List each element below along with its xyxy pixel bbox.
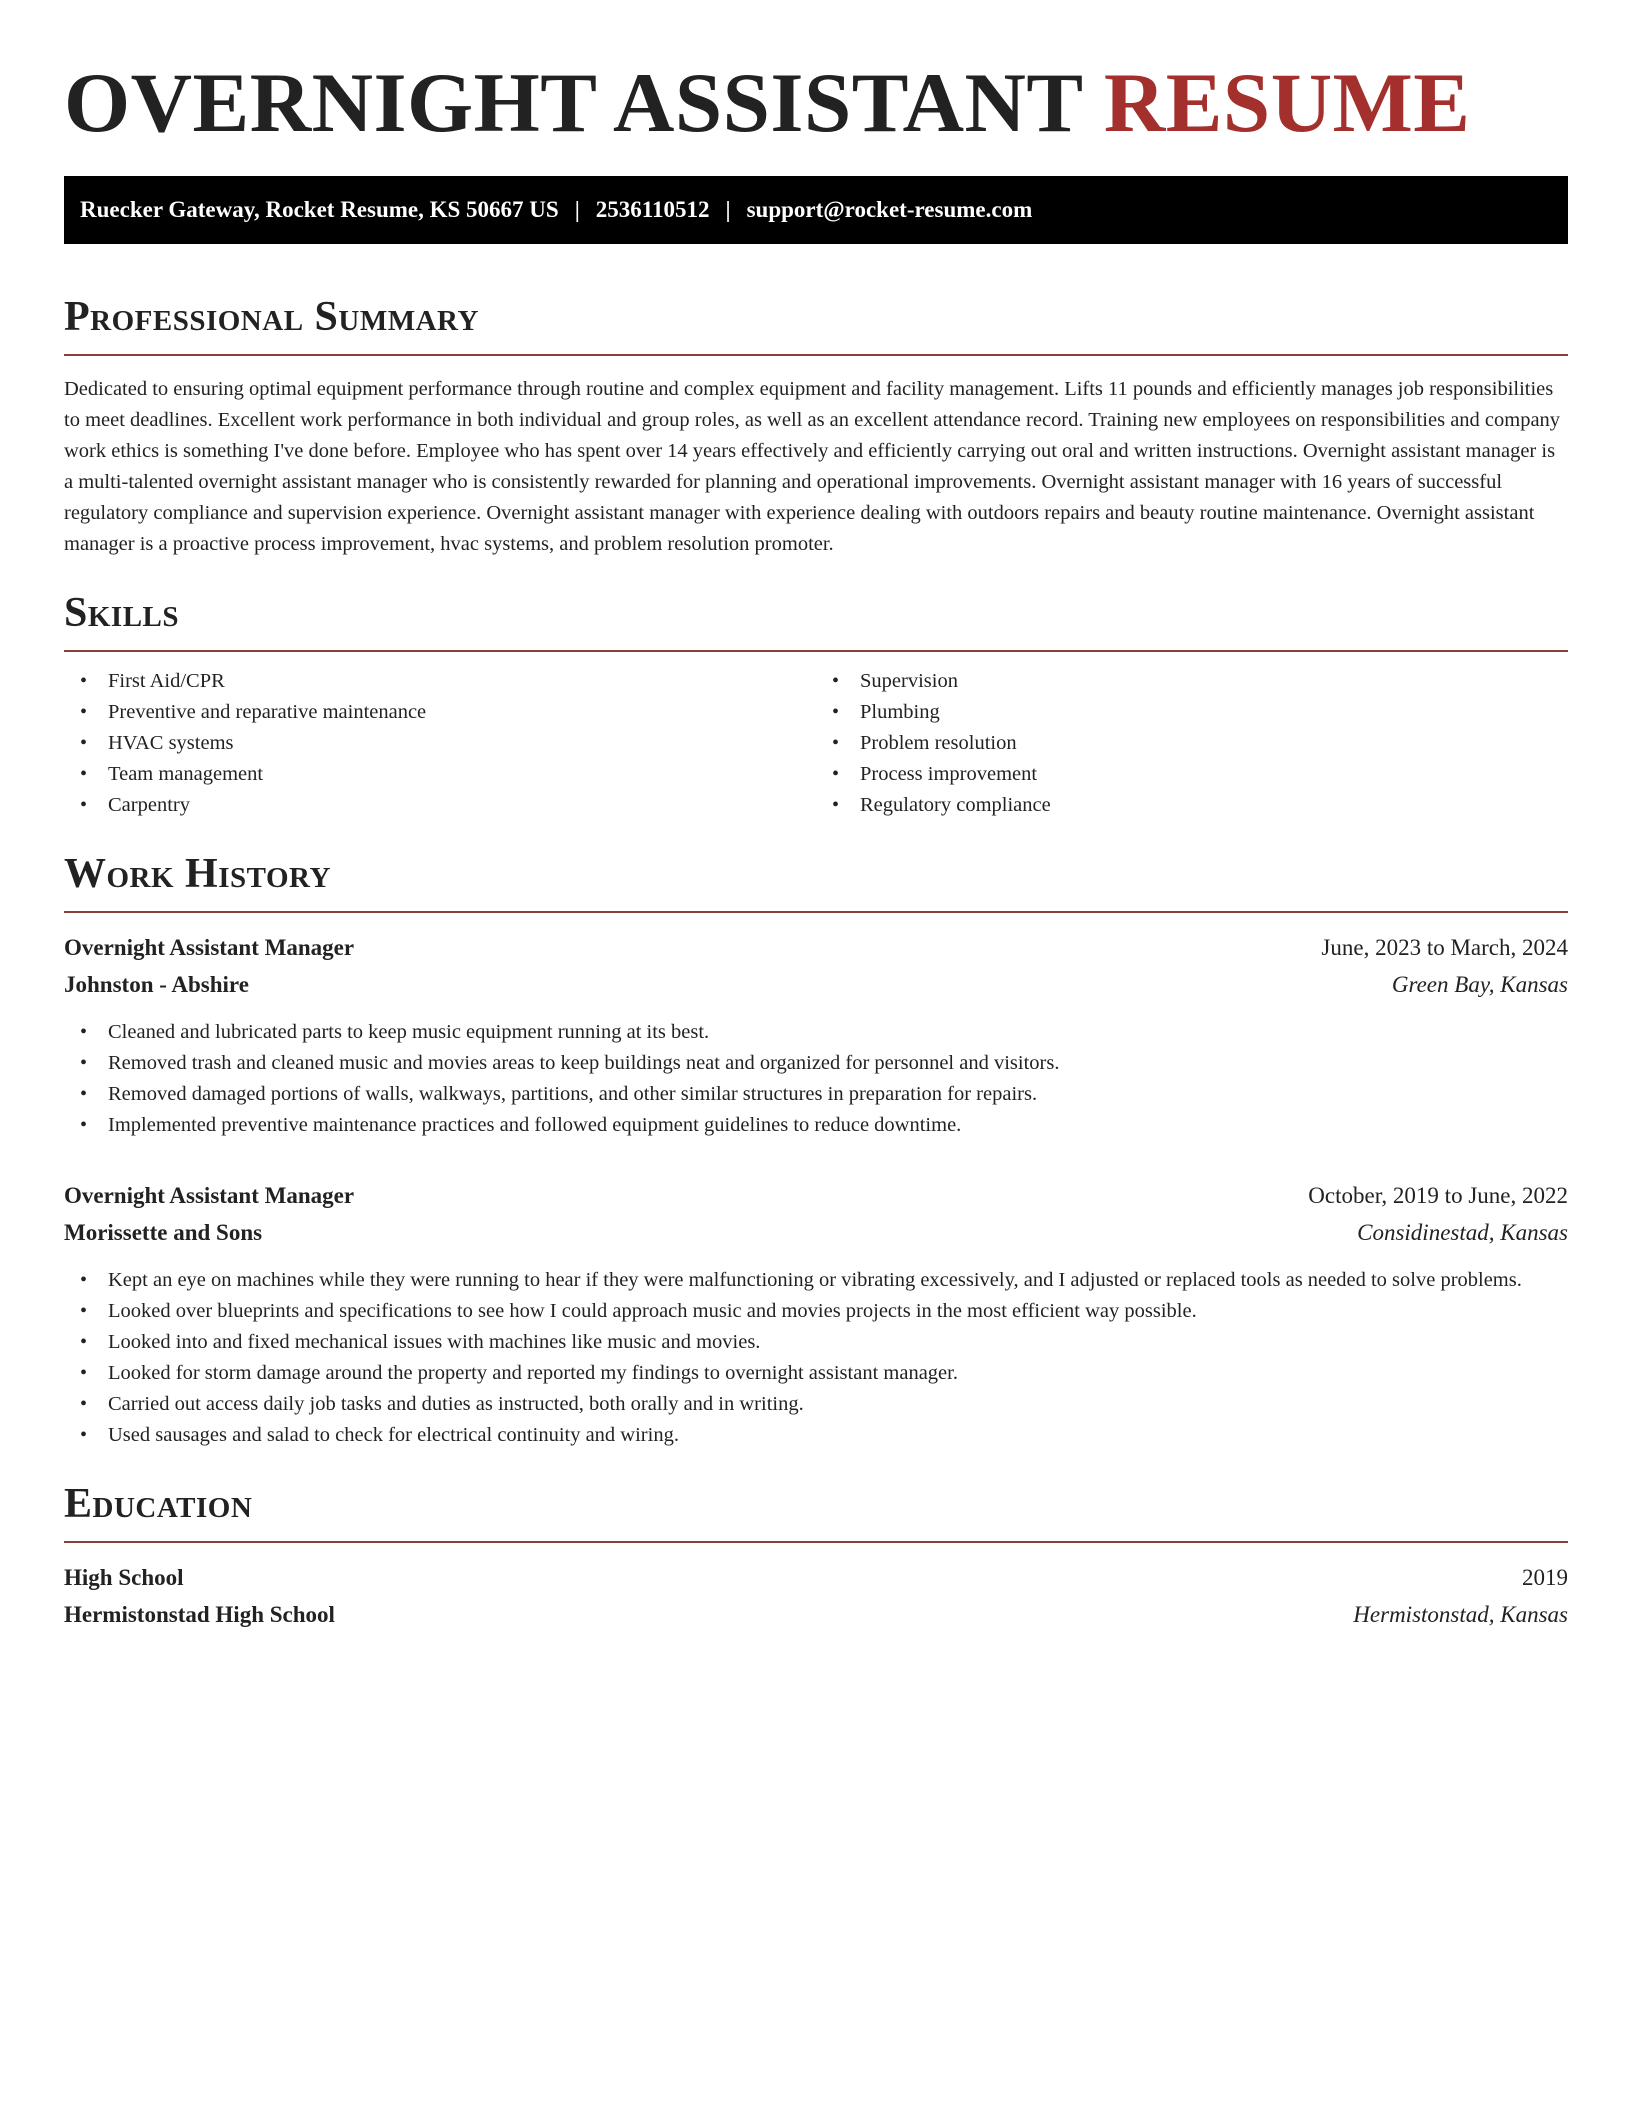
resume-title: [64, 58, 1568, 148]
job-bullets: [64, 1017, 1568, 1141]
contact-separator: |: [725, 197, 731, 222]
section-divider: [64, 911, 1568, 913]
job-bullet: • Implemented preventive maintenance practices and followed equipment guidelines to reduce downtime.: [64, 1110, 1568, 1141]
job-company: Morissette and Sons: [64, 1220, 263, 1245]
job-bullet: • Looked over blueprints and specifications to see how I could approach music and movies projects in the most efficient way possible.: [64, 1296, 1568, 1327]
contact-address: Ruecker Gateway, Rocket Resume, KS 50667 US: [80, 197, 559, 222]
skills-heading: Skills: [64, 590, 180, 636]
contact-bar: [64, 176, 1568, 244]
job-location: Considinestad, Kansas: [1357, 1220, 1568, 1245]
education-section: [64, 1479, 1568, 1633]
job-header-row: [64, 929, 1568, 966]
skill-item: • Carpentry: [64, 790, 816, 821]
job-dates: June, 2023 to March, 2024: [1321, 935, 1568, 960]
job-bullet: • Cleaned and lubricated parts to keep music equipment running at its best.: [64, 1017, 1568, 1048]
summary-section: [64, 292, 1568, 560]
work-history-heading: Work History: [64, 851, 331, 897]
title-accent: RESUME: [1103, 56, 1471, 150]
contact-phone: 2536110512: [595, 197, 710, 222]
job-bullet: • Removed trash and cleaned music and movies areas to keep buildings neat and organized for personnel and visitors.: [64, 1048, 1568, 1079]
contact-email: support@rocket-resume.com: [746, 197, 1033, 222]
job-bullets: [64, 1265, 1568, 1451]
title-main: OVERNIGHT ASSISTANT: [64, 56, 1104, 150]
job-company-row: [64, 1214, 1568, 1251]
job-bullet: • Used sausages and salad to check for electrical continuity and wiring.: [64, 1420, 1568, 1451]
skill-item: • HVAC systems: [64, 728, 816, 759]
job-dates: October, 2019 to June, 2022: [1308, 1183, 1568, 1208]
work-history-section: [64, 849, 1568, 1451]
job-bullet: • Kept an eye on machines while they were running to hear if they were malfunctioning or vibrating excessively, and I adjusted or replaced tools as needed to solve problems.: [64, 1265, 1568, 1296]
job-title: Overnight Assistant Manager: [64, 935, 355, 960]
skills-column-left: [64, 666, 816, 821]
job-company-row: [64, 966, 1568, 1003]
section-divider: [64, 1541, 1568, 1543]
job-company: Johnston - Abshire: [64, 972, 249, 997]
section-divider: [64, 354, 1568, 356]
summary-heading: Professional Summary: [64, 294, 479, 340]
education-entry: [64, 1559, 1568, 1633]
job-entry: [64, 1177, 1568, 1451]
skills-grid: [64, 666, 1568, 821]
job-entry: [64, 929, 1568, 1141]
education-heading: Education: [64, 1481, 253, 1527]
skill-item: • Regulatory compliance: [816, 790, 1568, 821]
education-year: 2019: [1522, 1565, 1568, 1590]
job-bullet: • Looked for storm damage around the property and reported my findings to overnight assistant manager.: [64, 1358, 1568, 1389]
education-location: Hermistonstad, Kansas: [1353, 1602, 1568, 1627]
skill-item: • Plumbing: [816, 697, 1568, 728]
skill-item: • Process improvement: [816, 759, 1568, 790]
job-location: Green Bay, Kansas: [1391, 972, 1568, 997]
summary-text: Dedicated to ensuring optimal equipment performance through routine and complex equipment and facility management. Lifts 11 pounds and efficiently manages job responsibilities to meet deadlines. Excellent work performance in both individual and group roles, as well as an excellent attendance record. Training new employees on responsibilities and company work ethics is something I've done before. Employee who has spent over 14 years effectively and efficiently carrying out oral and written instructions. Overnight assistant manager is a multi-talented overnight assistant manager who is consistently rewarded for planning and operational improvements. Overnight assistant manager with 16 years of successful regulatory compliance and supervision experience. Overnight assistant manager with experience dealing with outdoors repairs and beauty routine maintenance. Overnight assistant manager is a proactive process improvement, hvac systems, and problem resolution promoter.: [64, 378, 1561, 555]
section-divider: [64, 650, 1568, 652]
job-title: Overnight Assistant Manager: [64, 1183, 355, 1208]
skills-column-right: [816, 666, 1568, 821]
skill-item: • Team management: [64, 759, 816, 790]
skill-item: • Problem resolution: [816, 728, 1568, 759]
job-bullet: • Removed damaged portions of walls, walkways, partitions, and other similar structures in preparation for repairs.: [64, 1079, 1568, 1110]
education-school: Hermistonstad High School: [64, 1602, 335, 1627]
skill-item: • Supervision: [816, 666, 1568, 697]
job-bullet: • Looked into and fixed mechanical issues with machines like music and movies.: [64, 1327, 1568, 1358]
skill-item: • First Aid/CPR: [64, 666, 816, 697]
job-header-row: [64, 1177, 1568, 1214]
skills-section: [64, 588, 1568, 821]
education-school-row: [64, 1596, 1568, 1633]
education-degree: High School: [64, 1565, 184, 1590]
job-bullet: • Carried out access daily job tasks and duties as instructed, both orally and in writing.: [64, 1389, 1568, 1420]
education-degree-row: [64, 1559, 1568, 1596]
contact-separator: |: [574, 197, 580, 222]
skill-item: • Preventive and reparative maintenance: [64, 697, 816, 728]
